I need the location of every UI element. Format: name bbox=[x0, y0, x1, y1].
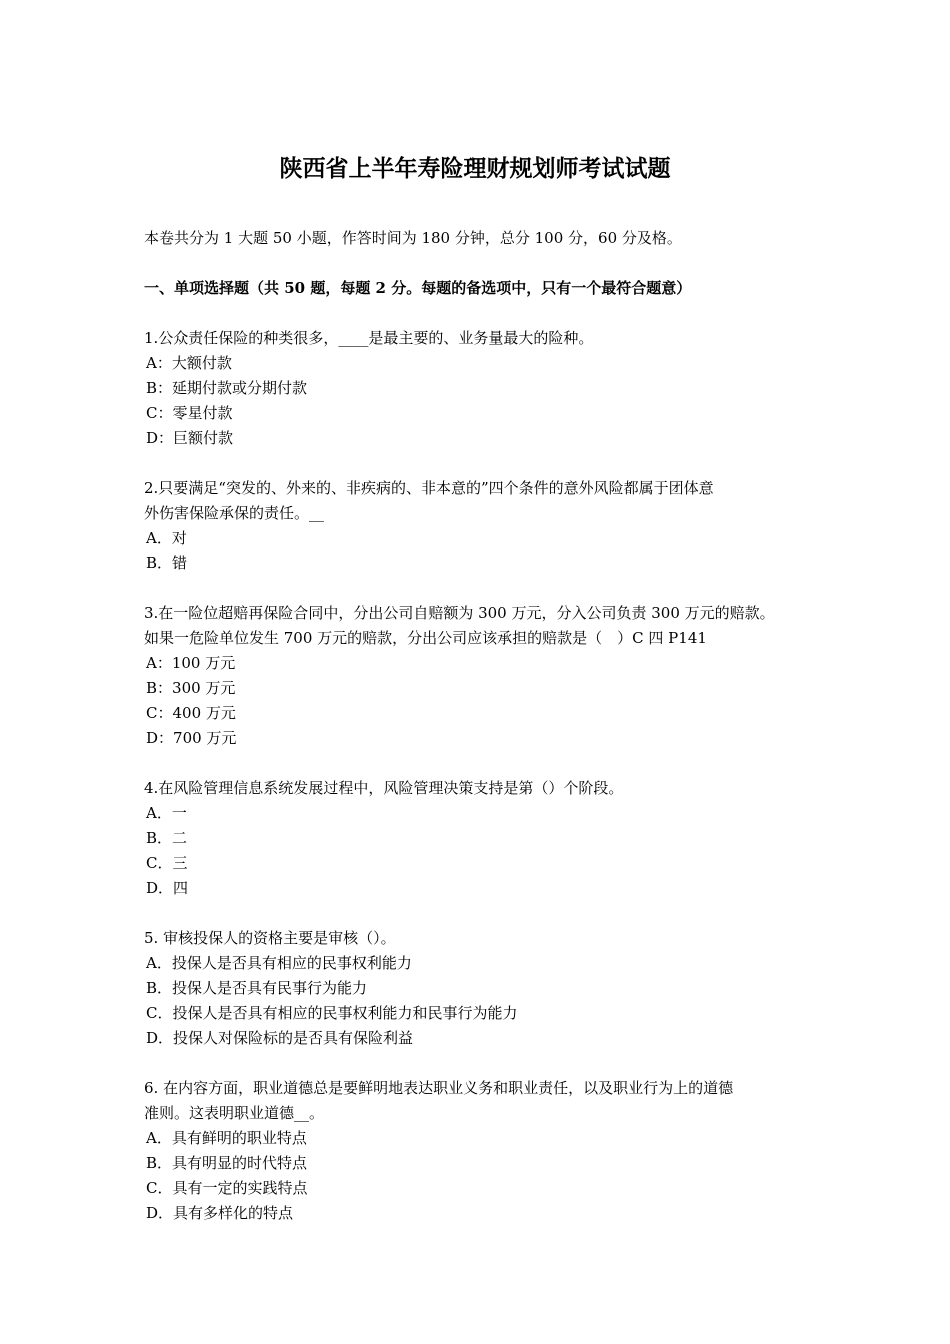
question-text bbox=[144, 926, 824, 951]
document-title: 陕西省上半年寿险理财规划师考试试题 bbox=[279, 155, 671, 182]
question-line: 准则。这表明职业道德__。 bbox=[144, 1104, 325, 1122]
question-line: 5. 审核投保人的资格主要是审核（）。 bbox=[144, 929, 396, 947]
question-line: 4.在风险管理信息系统发展过程中，风险管理决策支持是第（）个阶段。 bbox=[144, 779, 624, 797]
option-c: C．投保人是否具有相应的民事权利能力和民事行为能力 bbox=[146, 1004, 518, 1022]
option-a: A：大额付款 bbox=[146, 354, 232, 372]
question-5 bbox=[144, 926, 824, 1051]
option-d: D：700 万元 bbox=[146, 729, 237, 747]
question-line: 外伤害保险承保的责任。__ bbox=[144, 504, 325, 522]
question-3 bbox=[144, 601, 824, 751]
question-text bbox=[144, 776, 824, 801]
option-b: B：延期付款或分期付款 bbox=[146, 379, 308, 397]
option-a: A：100 万元 bbox=[146, 654, 236, 672]
question-line: 如果一危险单位发生 700 万元的赔款，分出公司应该承担的赔款是（ ）C 四 P141 bbox=[144, 629, 707, 647]
option-a: A．一 bbox=[146, 804, 187, 822]
question-line: 1.公众责任保险的种类很多，____是最主要的、业务量最大的险种。 bbox=[144, 329, 594, 347]
option-b: B．二 bbox=[146, 829, 188, 847]
option-d: D．四 bbox=[146, 879, 189, 897]
option-b: B．投保人是否具有民事行为能力 bbox=[146, 979, 368, 997]
option-b: B：300 万元 bbox=[146, 679, 236, 697]
section-heading: 一、单项选择题（共 50 题，每题 2 分。每题的备选项中，只有一个最符合题意） bbox=[144, 279, 692, 297]
question-line: 2.只要满足“突发的、外来的、非疾病的、非本意的”四个条件的意外风险都属于团体意 bbox=[144, 479, 714, 497]
question-4 bbox=[144, 776, 824, 901]
question-text bbox=[144, 1076, 824, 1126]
option-a: A．对 bbox=[146, 529, 187, 547]
exam-intro: 本卷共分为 1 大题 50 小题，作答时间为 180 分钟，总分 100 分，60 分及格。 bbox=[144, 229, 682, 247]
option-d: D．投保人对保险标的是否具有保险利益 bbox=[146, 1029, 414, 1047]
option-b: B．具有明显的时代特点 bbox=[146, 1154, 308, 1172]
option-c: C：零星付款 bbox=[146, 404, 233, 422]
option-c: C：400 万元 bbox=[146, 704, 236, 722]
option-a: A．投保人是否具有相应的民事权利能力 bbox=[146, 954, 412, 972]
question-text bbox=[144, 326, 824, 351]
question-line: 6. 在内容方面，职业道德总是要鲜明地表达职业义务和职业责任，以及职业行为上的道德 bbox=[144, 1079, 734, 1097]
question-2 bbox=[144, 476, 824, 576]
question-line: 3.在一险位超赔再保险合同中，分出公司自赔额为 300 万元，分入公司负责 300 万元的赔款。 bbox=[144, 604, 775, 622]
question-text bbox=[144, 476, 824, 526]
option-b: B．错 bbox=[146, 554, 188, 572]
option-c: C．三 bbox=[146, 854, 188, 872]
question-6 bbox=[144, 1076, 824, 1226]
option-c: C．具有一定的实践特点 bbox=[146, 1179, 308, 1197]
option-d: D．具有多样化的特点 bbox=[146, 1204, 294, 1222]
option-a: A．具有鲜明的职业特点 bbox=[146, 1129, 307, 1147]
question-1 bbox=[144, 326, 824, 451]
option-d: D：巨额付款 bbox=[146, 429, 234, 447]
document-body bbox=[144, 226, 824, 1251]
question-text bbox=[144, 601, 824, 651]
